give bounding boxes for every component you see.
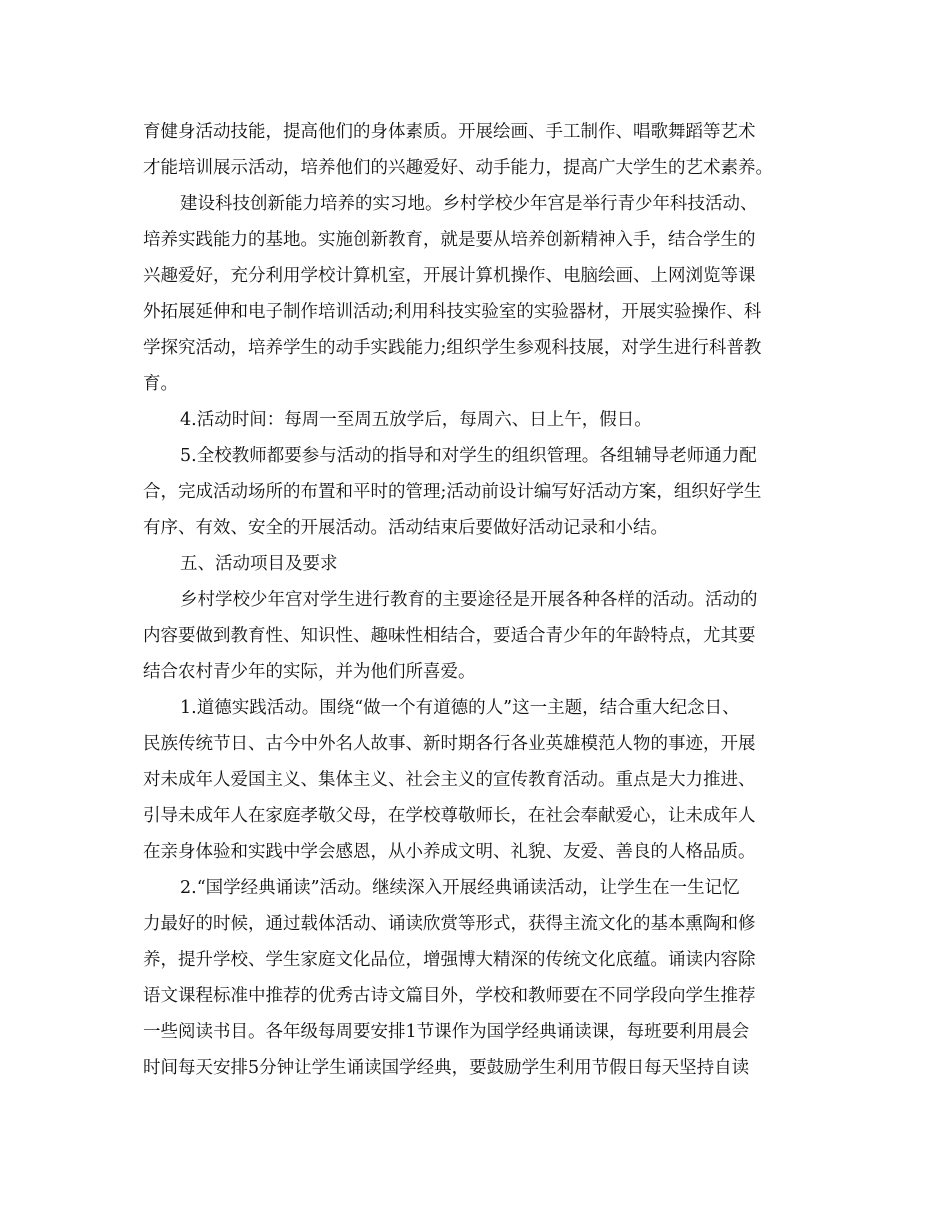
text-line: 学探究活动，培养学生的动手实践能力;组织学生参观科技展，对学生进行科普教 [143, 338, 762, 358]
text-line: 内容要做到教育性、知识性、趣味性相结合，要适合青少年的年龄特点，尤其要 [143, 626, 756, 646]
text-line: 外拓展延伸和电子制作培训活动;利用科技实验室的实验器材，开展实验操作、科 [143, 302, 762, 322]
text-line: 力最好的时候，通过载体活动、诵读欣赏等形式，获得主流文化的基本熏陶和修 [143, 914, 756, 934]
text-line: 一些阅读书目。各年级每周要安排1节课作为国学经典诵读课，每班要利用晨会 [143, 1022, 750, 1042]
text-line: 合，完成活动场所的布置和平时的管理;活动前设计编写好活动方案，组织好学生 [143, 482, 762, 502]
text-line: 培养实践能力的基地。实施创新教育，就是要从培养创新精神入手，结合学生的 [143, 230, 756, 250]
text-line: 建设科技创新能力培养的实习地。乡村学校少年宫是举行青少年科技活动、 [180, 194, 758, 214]
text-line: 民族传统节日、古今中外名人故事、新时期各行各业英雄模范人物的事迹，开展 [143, 734, 756, 754]
text-line: 结合农村青少年的实际，并为他们所喜爱。 [143, 662, 476, 682]
text-line: 1.道德实践活动。围绕“做一个有道德的人”这一主题，结合重大纪念日、 [180, 698, 740, 718]
section-heading: 五、活动项目及要求 [180, 554, 338, 574]
text-line: 对未成年人爱国主义、集体主义、社会主义的宣传教育活动。重点是大力推进、 [143, 770, 756, 790]
text-line: 时间每天安排5分钟让学生诵读国学经典，要鼓励学生利用节假日每天坚持自读 [143, 1058, 750, 1078]
text-line: 育。 [143, 374, 178, 394]
text-line: 有序、有效、安全的开展活动。活动结束后要做好活动记录和小结。 [143, 518, 668, 538]
text-line: 乡村学校少年宫对学生进行教育的主要途径是开展各种各样的活动。活动的 [180, 590, 758, 610]
text-line: 2.“国学经典诵读”活动。继续深入开展经典诵读活动，让学生在一生记忆 [180, 878, 740, 898]
text-line: 兴趣爱好，充分利用学校计算机室，开展计算机操作、电脑绘画、上网浏览等课 [143, 266, 756, 286]
text-line: 育健身活动技能，提高他们的身体素质。开展绘画、手工制作、唱歌舞蹈等艺术 [143, 122, 756, 142]
text-line: 4.活动时间：每周一至周五放学后，每周六、日上午，假日。 [180, 410, 652, 430]
text-line: 才能培训展示活动，培养他们的兴趣爱好、动手能力，提高广大学生的艺术素养。 [143, 158, 773, 178]
text-line: 语文课程标准中推荐的优秀古诗文篇目外，学校和教师要在不同学段向学生推荐 [143, 986, 756, 1006]
text-line: 在亲身体验和实践中学会感恩，从小养成文明、礼貌、友爱、善良的人格品质。 [143, 842, 756, 862]
text-line: 养，提升学校、学生家庭文化品位，增强博大精深的传统文化底蕴。诵读内容除 [143, 950, 756, 970]
text-line: 引导未成年人在家庭孝敬父母，在学校尊敬师长，在社会奉献爱心，让未成年人 [143, 806, 756, 826]
text-line: 5.全校教师都要参与活动的指导和对学生的组织管理。各组辅导老师通力配 [180, 446, 757, 466]
